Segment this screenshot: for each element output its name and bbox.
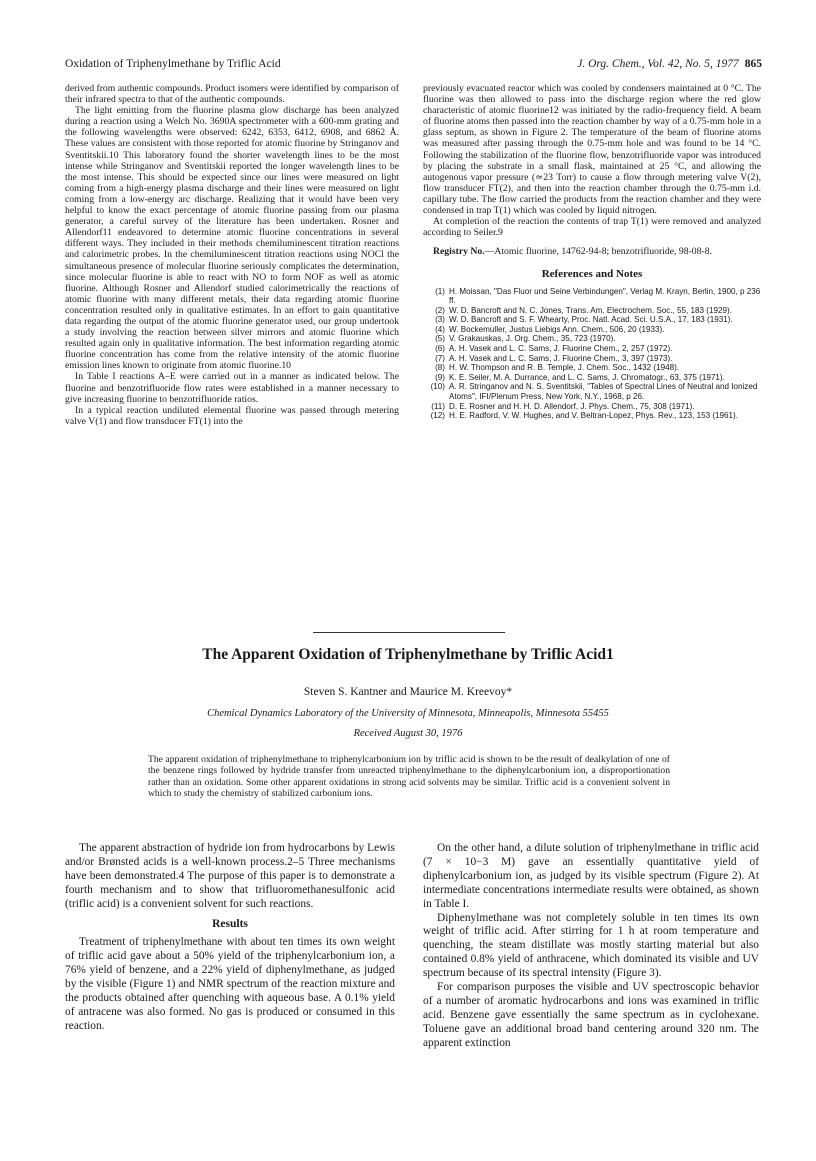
intro-paragraph: The apparent abstraction of hydride ion from hydrocarbons by Lewis and/or Brønsted acids is a well-known process.2–5 Three mechanisms have been demonstrated.4 The purpose of this paper is to demonstrate a fourth mechanism and to show that trifluoromethanesulfonic acid (triflic acid) is a convenient solvent for such reactions. <box>65 842 395 910</box>
article-divider <box>313 632 505 633</box>
reference-text: V. Grakauskas, J. Org. Chem., 35, 723 (1970). <box>449 334 616 344</box>
reference-item <box>423 363 761 373</box>
journal-citation: J. Org. Chem., Vol. 42, No. 5, 1977 <box>577 58 739 70</box>
reference-text: W. Bockemuller, Justus Liebigs Ann. Chem., 506, 20 (1933). <box>449 324 665 334</box>
running-header-title: Oxidation of Triphenylmethane by Triflic Acid <box>65 58 281 70</box>
references-heading: References and Notes <box>541 268 643 281</box>
paragraph: previously evacuated reactor which was cooled by condensers maintained at 0 °C. The fluorine was then allowed to pass into the discharge region where the red glow characteristic of atomic fluorine12 was initiated by the radio-frequency field. A beam of fluorine atoms then passed into the reaction chamber by way of a 0.75-mm hole in a glass septum, as shown in Figure 2. The temperature of the beam of fluorine atoms was measured after passing through the 0.75-mm hole and was found to be 14 °C. Following the stabilization of the fluorine flow, benzotrifluoride vapor was introduced by placing the substrate in a small flask, maintained at 25 °C, and allowing the autogenous vapor pressure (≃23 Torr) to cause a flow through metering valve V(2), flow transducer FT(2), and then into the reaction chamber through the 0.75-mm i.d. capillary tube. The flow carried the products from the reaction chamber and they were condensed in trap T(1) which was cooled by liquid nitrogen. <box>423 83 761 217</box>
reference-item <box>423 402 761 412</box>
reference-item <box>423 325 761 335</box>
reference-number: (7) <box>435 353 445 363</box>
paragraph: For comparison purposes the visible and UV spectroscopic behavior of a number of aromatic hydrocarbons and ions was examined in triflic acid. Benzene gave essentially the same spectrum as in cyclohexane. Toluene gave an additional broad band centering around 320 nm. The apparent extinction <box>423 981 759 1049</box>
paragraph: derived from authentic compounds. Product isomers were identified by comparison of their infrared spectra to that of the authentic compounds. <box>65 83 399 106</box>
reference-number: (6) <box>435 344 445 354</box>
reference-item <box>423 334 761 344</box>
reference-text: H. W. Thompson and R. B. Temple, J. Chem. Soc., 1432 (1948). <box>449 363 680 373</box>
reference-number: (4) <box>435 324 445 334</box>
reference-number: (2) <box>435 305 445 315</box>
reference-text: A. H. Vasek and L. C. Sams, J. Fluorine Chem., 3, 397 (1973). <box>449 353 673 363</box>
reference-number: (8) <box>435 363 445 373</box>
registry-text: —Atomic fluorine, 14762-94-8; benzotrifluoride, 98-08-8. <box>484 246 712 258</box>
reference-number: (5) <box>435 334 445 344</box>
paragraph: At completion of the reaction the contents of trap T(1) were removed and analyzed according to Seiler.9 <box>423 216 761 239</box>
received-date: Received August 30, 1976 <box>353 728 463 739</box>
reference-text: H. Moissan, "Das Fluor und Seine Verbindungen", Verlag M. Krayn, Berlin, 1900, p 236 ff. <box>449 286 761 306</box>
running-header-journal <box>577 58 762 70</box>
reference-item <box>423 306 761 316</box>
reference-number: (3) <box>435 315 445 325</box>
references-list <box>423 287 761 421</box>
reference-text: A. R. Stringanov and N. S. Sventitskii, "Tables of Spectral Lines of Neutral and Ionized Atoms", IFI/Plenum Press, New York, N.Y., 1968, p 26. <box>449 382 758 402</box>
reference-number: (9) <box>435 372 445 382</box>
page-number: 865 <box>744 58 762 70</box>
reference-text: D. E. Rosner and H. H. D. Allendorf, J. Phys. Chem., 75, 308 (1971). <box>449 401 695 411</box>
reference-item <box>423 411 761 421</box>
article-right-column <box>423 842 759 1051</box>
paragraph: On the other hand, a dilute solution of triphenylmethane in triflic acid (7 × 10−3 M) gave an essentially quantitative yield of diphenylcarbonium ion, as judged by its visible spectrum (Figure 2). At intermediate concentrations intermediate results were obtained, as shown in Table I. <box>423 842 759 910</box>
reference-text: H. E. Radford, V. W. Hughes, and V. Beltran-Lopez, Phys. Rev., 123, 153 (1961). <box>449 411 738 421</box>
article-authors: Steven S. Kantner and Maurice M. Kreevoy* <box>303 686 513 698</box>
reference-text: A. H. Vasek and L. C. Sams, J. Fluorine Chem., 2, 257 (1972). <box>449 344 673 354</box>
article-abstract: The apparent oxidation of triphenylmethane to triphenylcarbonium ion by triflic acid is shown to be the result of dealkylation of one of the benzene rings followed by hydride transfer from unreacted triphenylmethane to the diphenylcarbonium ion, a disproportionation rather than an oxidation. Some other apparent oxidations in strong acid solvents may be similar. Triflic acid is a convenient solvent in which to study the chemistry of stabilized carbonium ions. <box>148 754 670 800</box>
reference-text: K. E. Seiler, M. A. Durrance, and L. C. Sams, J. Chromatogr., 63, 375 (1971). <box>449 372 725 382</box>
reference-number: (12) <box>430 411 445 421</box>
reference-item <box>423 344 761 354</box>
reference-item <box>423 354 761 364</box>
reference-item <box>423 315 761 325</box>
article-title: The Apparent Oxidation of Triphenylmethane by Triflic Acid1 <box>202 646 614 663</box>
paragraph: In a typical reaction undiluted elemental fluorine was passed through metering valve V(1) and flow transducer FT(1) into the <box>65 404 399 427</box>
results-paragraph: Treatment of triphenylmethane with about ten times its own weight of triflic acid gave about a 50% yield of the triphenylcarbonium ion, a 76% yield of benzene, and a 22% yield of diphenylmethane, as judged by the visible (Figure 1) and NMR spectrum of the reaction mixture and the products obtained after quenching with aqueous base. A 0.1% yield of antracene was also formed. No gas is produced or consumed in this reaction. <box>65 936 395 1032</box>
prev-article-left-column <box>65 83 399 427</box>
results-heading: Results <box>212 917 248 930</box>
article-left-column <box>65 842 395 1034</box>
prev-article-right-column <box>423 83 761 421</box>
article-affiliation: Chemical Dynamics Laboratory of the University of Minnesota, Minneapolis, Minnesota 55455 <box>207 708 609 719</box>
paragraph: The light emitting from the fluorine plasma glow discharge has been analyzed during a reaction using a Welch No. 3690A spectrometer with a 600-mm grating and the following wavelengths were observed: 6242, 6353, 6412, 6908, and 6862 Å. These values are consistent with those reported for atomic fluorine by Stringanov and Sventitskii.10 This laboratory found the shorter wavelength lines to be the most intense while Stringanov and Sventitskii reported the longer wavelength lines to be the most intense. This should be expected since our lines were measured on light coming from a high-energy plasma discharge and their lines were measured on light coming from a low-energy arc discharge. Realizing that it would have been very helpful to know the exact percentage of atomic fluorine passing from our plasma generator, a careful survey of the literature has been undertaken. Rosner and Allendorf11 endeavored to determine atomic fluorine concentrations in several different ways. They included in their methods chemiluminescent titration reactions and calorimetric probes. In the chemiluminescent titration reactions using NOCl the simultaneous presence of molecular fluorine seriously complicates the determination, since molecular fluorine is able to react with NO to form NOF as well as atomic fluorine. Although Rosner and Allendorf studied calorimetrically the reactions of atomic fluorine with many different metals, their data regarding atomic fluorine concentration resulted only in qualitative estimates. In an effort to gain quantitative data regarding the output of the atomic fluorine generator used, our group undertook a study involving the reaction between silver mirrors and atomic fluorine which resulted again only in qualitative information. The best information regarding atomic fluorine concentration has come from the relative intensity of the atomic fluorine emission lines known to originate from atomic fluorine.10 <box>65 105 399 372</box>
reference-text: W. D. Bancroft and S. F. Whearty, Proc. Natl. Acad. Sci. U.S.A., 17, 183 (1931). <box>449 315 733 325</box>
registry-label: Registry No. <box>433 246 485 258</box>
reference-number: (1) <box>435 286 445 296</box>
reference-item <box>423 373 761 383</box>
registry-numbers <box>423 246 761 257</box>
reference-item <box>423 287 761 306</box>
reference-item <box>423 382 761 401</box>
reference-number: (10) <box>430 382 445 392</box>
paragraph: Diphenylmethane was not completely soluble in ten times its own weight of triflic acid. After stirring for 1 h at room temperature and quenching, the steam distillate was mostly starting material but also contained 0.8% yield of anthracene, which dominated its visible and UV spectrum because of its spectral intensity (Figure 3). <box>423 911 759 980</box>
reference-number: (11) <box>431 401 445 411</box>
reference-text: W. D. Bancroft and N. C. Jones, Trans. Am. Electrochem. Soc., 55, 183 (1929). <box>449 305 732 315</box>
paragraph: In Table I reactions A–E were carried out in a manner as indicated below. The fluorine and benzotrifluoride flow rates were established in a manner necessary to give increasing fluorine to benzotrifluoride ratios. <box>65 371 399 405</box>
